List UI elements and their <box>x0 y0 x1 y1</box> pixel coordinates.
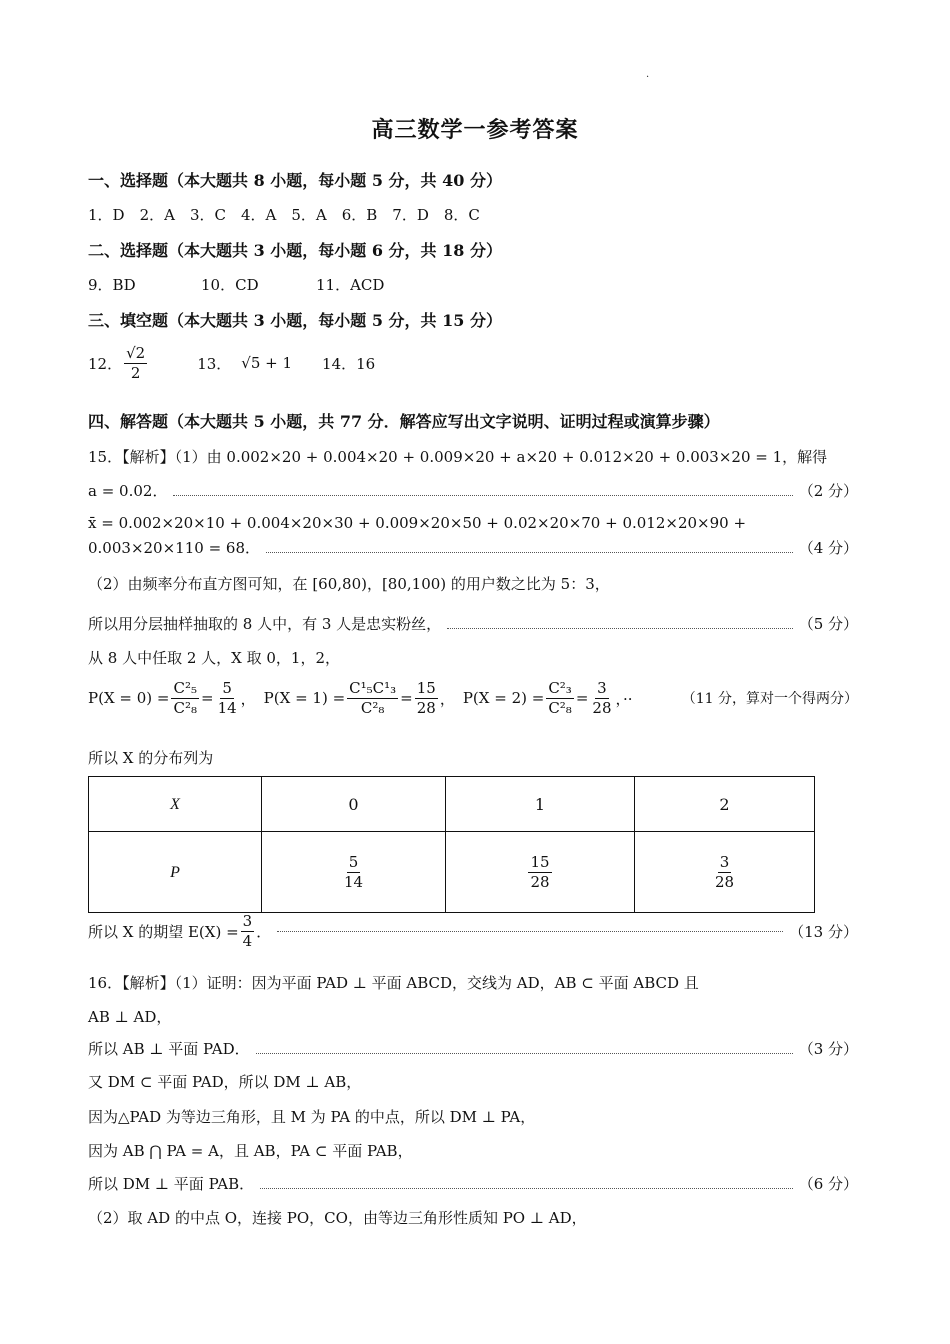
exp-score: （13 分） <box>789 922 858 941</box>
choice-answers: 1．D 2．A 3．C 4．A 5．A 6．B 7．D 8．C <box>88 206 480 224</box>
table-cell: 1 <box>446 777 635 832</box>
q12-denominator: 2 <box>130 363 141 382</box>
exp-num: 3 <box>242 912 253 930</box>
q16-line-7-score: （6 分） <box>798 1175 858 1193</box>
p2-num: 3 <box>597 679 607 697</box>
table-fraction: $\frac{15}{28}$ <box>530 853 550 891</box>
q16-line-6: 因为 AB ⋂ PA = A，且 AB，PA ⊂ 平面 PAB， <box>88 1142 413 1160</box>
q15-line-4-text: 0.003×20×110 = 68． <box>88 539 260 557</box>
p2-lhs: P(X = 2) = <box>462 689 545 707</box>
q16-line-5: 因为△PAD 为等边三角形，且 M 为 PA 的中点，所以 DM ⊥ PA， <box>88 1108 536 1126</box>
p0-fraction <box>216 680 239 716</box>
p1-lhs: P(X = 1) = <box>263 689 346 707</box>
p1-comb-fraction <box>347 680 398 716</box>
q12-label: 12． <box>88 354 123 373</box>
section-heading-fill-blank: 三、填空题（本大题共 3 小题，每小题 5 分，共 15 分） <box>88 311 502 330</box>
q16-line-3 <box>88 1038 858 1059</box>
q15-line-2-score: （2 分） <box>798 482 858 500</box>
q15-line-4 <box>88 537 858 558</box>
q16-line-1: 16．【解析】（1）证明：因为平面 PAD ⊥ 平面 ABCD，交线为 AD，AB ⊂ 平面 ABCD 且 <box>88 974 699 992</box>
q15-line-1: 15．【解析】（1）由 0.002×20 + 0.004×20 + 0.009×20 + a×20 + 0.012×20 + 0.003×20 = 1，解得 <box>88 448 828 466</box>
table-cell: X <box>89 777 262 832</box>
q13-label: 13． <box>197 354 232 373</box>
q15-line-2-text: a = 0.02． <box>88 482 168 500</box>
exp-den: 4 <box>242 931 253 950</box>
dot-leader <box>173 495 792 496</box>
q15-line-6-score: （5 分） <box>798 615 858 633</box>
table-cell: 0 <box>262 777 446 832</box>
q15-expectation: 所以 X 的期望 E(X) = $\frac{3}{4}$ ． （13 分） <box>88 912 858 950</box>
p0-den: 14 <box>217 698 237 717</box>
q15-line-5: （2）由频率分布直方图可知，在 [60,80)，[80,100) 的用户数之比为 5：3， <box>88 575 610 593</box>
q15-line-4-score: （4 分） <box>798 539 858 557</box>
p2-comb-fraction <box>546 680 574 716</box>
p0-num: 5 <box>222 679 232 697</box>
p0-lhs: P(X = 0) = <box>88 689 170 707</box>
dot-leader <box>447 628 793 629</box>
p2-comb-den: C²₈ <box>548 698 572 717</box>
q16-line-2: AB ⊥ AD， <box>88 1008 172 1026</box>
q12-fraction <box>124 345 147 381</box>
multi-choice-answer-11: 11．ACD <box>316 276 385 294</box>
q15-line-2 <box>88 480 858 501</box>
dot-leader <box>256 1053 793 1054</box>
q12-numerator: √2 <box>126 344 146 362</box>
table-cell <box>262 832 446 913</box>
q13-value: √5 + 1 <box>241 354 293 372</box>
p1-fraction <box>415 680 438 716</box>
q16-line-3-score: （3 分） <box>798 1040 858 1058</box>
q15-line-9: 所以 X 的分布列为 <box>88 749 214 767</box>
q16-line-7 <box>88 1173 858 1194</box>
p1-num: 15 <box>416 679 436 697</box>
section-heading-solutions: 四、解答题（本大题共 5 小题，共 77 分．解答应写出文字说明、证明过程或演算步骤） <box>88 412 720 431</box>
table-cell: 2 <box>635 777 815 832</box>
multi-choice-answer-9: 9．BD <box>88 276 136 294</box>
p0-comb-fraction <box>171 680 199 716</box>
q14-answer: 14．16 <box>322 354 376 373</box>
section-heading-choice: 一、选择题（本大题共 8 小题，每小题 5 分，共 40 分） <box>88 171 502 190</box>
q15-line-6 <box>88 613 858 634</box>
distribution-table <box>88 776 815 913</box>
table-fraction: $\frac{3}{28}$ <box>714 853 735 891</box>
p2-fraction <box>590 680 613 716</box>
q15-line-6-text: 所以用分层抽样抽取的 8 人中，有 3 人是忠实粉丝， <box>88 615 442 633</box>
p1-den: 28 <box>416 698 436 717</box>
p1-comb-num: C¹₅C¹₃ <box>349 679 397 697</box>
q16-line-8: （2）取 AD 的中点 O，连接 PO，CO，由等边三角形性质知 PO ⊥ AD， <box>88 1209 587 1227</box>
header-mark: · <box>646 72 650 83</box>
exp-fraction <box>241 913 255 949</box>
table-row <box>89 832 815 913</box>
p-score: （11 分，算对一个得两分） <box>681 691 858 707</box>
table-fraction: $\frac{5}{14}$ <box>343 853 364 891</box>
section-heading-multi-choice: 二、选择题（本大题共 3 小题，每小题 6 分，共 18 分） <box>88 241 502 260</box>
table-row <box>89 777 815 832</box>
exp-text: 所以 X 的期望 E(X) = <box>88 922 239 941</box>
page-title: 高三数学一参考答案 <box>371 117 579 143</box>
p0-comb-den: C²₈ <box>173 698 197 717</box>
q15-probabilities: P(X = 0) = $\frac{\text{C²₅}}{\text{C²₈}}$ = $\frac{5}{14}$ ， P(X = 1) = $\frac{\text{C¹₅C¹₃}}{\text{C²₈}}$ = $\frac{15}{28}$ ， P(X = 2) = $\frac{\text{C²₃}}{\text{C²₈}}$ = $\frac{3}{28}$ ，·· （11 分，算对一个得两分） <box>88 679 858 717</box>
q16-line-3-text: 所以 AB ⊥ 平面 PAD． <box>88 1040 250 1058</box>
p0-comb-num: C²₅ <box>173 679 197 697</box>
q16-line-7-text: 所以 DM ⊥ 平面 PAB． <box>88 1175 255 1193</box>
dot-leader <box>277 931 783 932</box>
dot-leader <box>266 552 793 553</box>
p2-comb-num: C²₃ <box>548 679 572 697</box>
p2-den: 28 <box>592 698 612 717</box>
multi-choice-answer-10: 10．CD <box>201 276 259 294</box>
table-cell <box>635 832 815 913</box>
q15-line-7: 从 8 人中任取 2 人，X 取 0，1，2， <box>88 649 341 667</box>
table-cell: P <box>89 832 262 913</box>
q16-line-4: 又 DM ⊂ 平面 PAD，所以 DM ⊥ AB， <box>88 1073 362 1091</box>
p1-comb-den: C²₈ <box>360 698 385 717</box>
dot-leader <box>260 1188 793 1189</box>
table-cell <box>446 832 635 913</box>
q15-line-3: x̄ = 0.002×20×10 + 0.004×20×30 + 0.009×20×50 + 0.02×20×70 + 0.012×20×90 + <box>88 514 747 532</box>
fill-blank-answers <box>88 345 375 381</box>
